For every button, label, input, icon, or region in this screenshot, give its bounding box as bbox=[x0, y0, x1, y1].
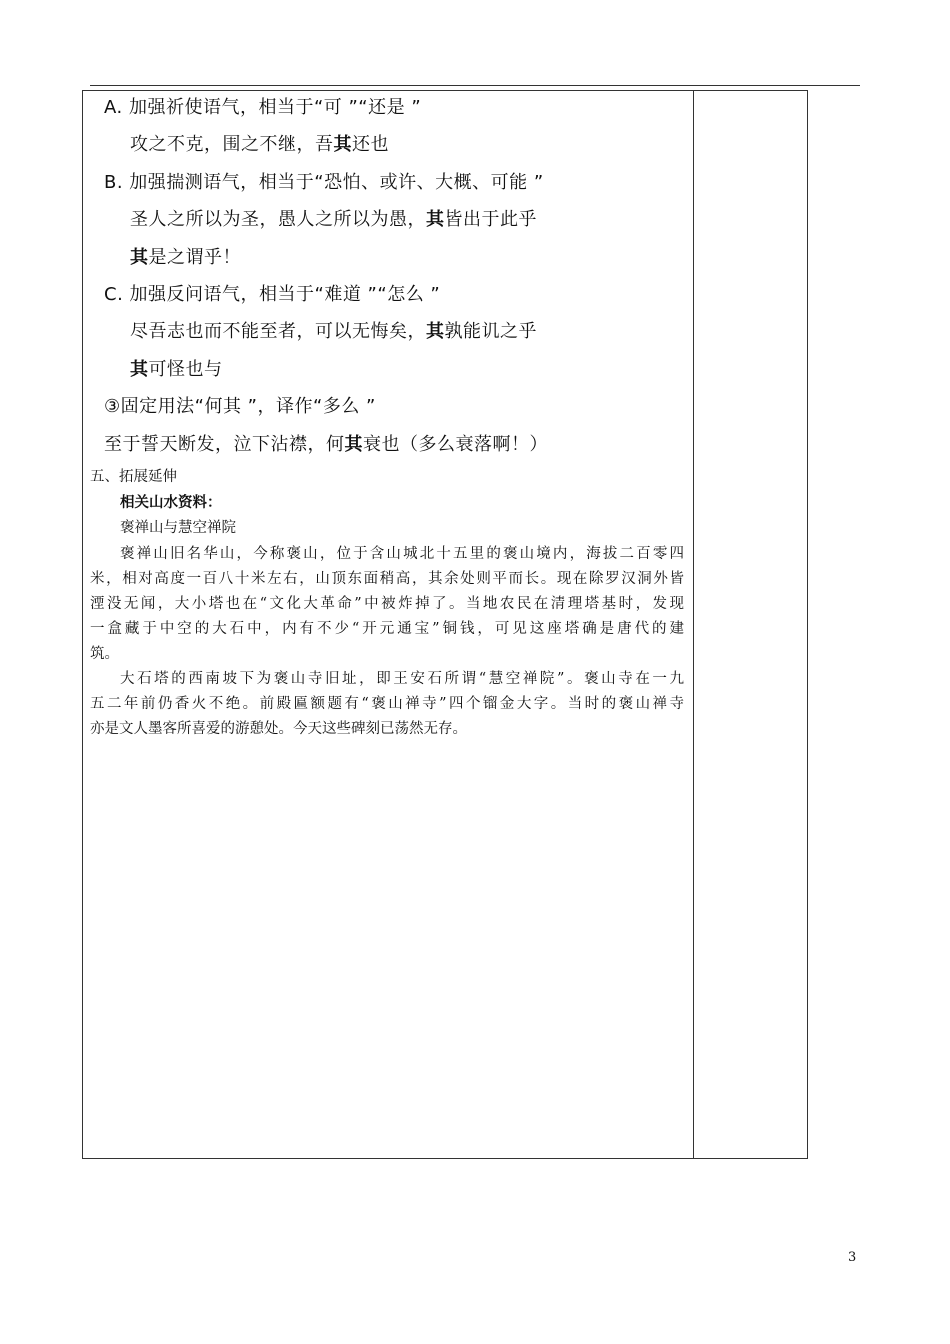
example-text: 孰能讥之乎 bbox=[444, 321, 537, 342]
example-text: 尽吾志也而不能至者，可以无悔矣， bbox=[130, 321, 426, 342]
highlighted-word: 其 bbox=[426, 209, 445, 230]
header-rule bbox=[90, 85, 860, 86]
example-text: 圣人之所以为圣，愚人之所以为愚， bbox=[130, 209, 426, 230]
example-text: 至于誓天断发，泣下沾襟，何 bbox=[104, 434, 345, 455]
paragraph-1-line: 湮没无闻，大小塔也在“文化大革命”中被炸掉了。当地农民在清理塔基时，发现 bbox=[90, 596, 684, 612]
highlighted-word: 其 bbox=[130, 359, 149, 380]
usage-b-example-2 bbox=[130, 247, 241, 269]
usage-b-example-1 bbox=[130, 209, 537, 231]
usage-b-label: B. 加强揣测语气，相当于“恐怕、或许、大概、可能 ” bbox=[104, 172, 544, 193]
fixed-usage-example bbox=[104, 434, 548, 456]
materials-label: 相关山水资料： bbox=[120, 494, 222, 511]
paragraph-1-line: 褒禅山旧名华山，今称褒山，位于含山城北十五里的褒山境内，海拔二百零四 bbox=[120, 546, 684, 562]
example-text: 衰也（多么衰落啊！） bbox=[363, 434, 548, 455]
example-text: 攻之不克，围之不继，吾 bbox=[130, 134, 334, 155]
paragraph-2-line: 大石塔的西南坡下为褒山寺旧址，即王安石所谓“慧空禅院”。褒山寺在一九 bbox=[120, 671, 684, 687]
example-text: 是之谓乎！ bbox=[148, 247, 241, 268]
usage-c-example-2 bbox=[130, 359, 223, 381]
highlighted-word: 其 bbox=[333, 134, 352, 155]
paragraph-2-line: 五二年前仍香火不绝。前殿匾额题有“褒山禅寺”四个镏金大字。当时的褒山禅寺 bbox=[90, 696, 684, 712]
side-column-divider bbox=[693, 90, 694, 1159]
example-text: 还也 bbox=[352, 134, 389, 155]
usage-a-label: A. 加强祈使语气，相当于“可 ”“还是 ” bbox=[104, 97, 422, 118]
highlighted-word: 其 bbox=[130, 247, 149, 268]
example-text: 皆出于此乎 bbox=[444, 209, 537, 230]
paragraph-1-line: 米，相对高度一百八十米左右，山顶东面稍高，其余处则平而长。现在除罗汉洞外皆 bbox=[90, 571, 684, 587]
paragraph-1-line: 筑。 bbox=[90, 646, 119, 662]
highlighted-word: 其 bbox=[344, 434, 363, 455]
section-title: 五、拓展延伸 bbox=[90, 469, 177, 485]
fixed-usage-label: ③固定用法“何其 ”，译作“多么 ” bbox=[104, 396, 376, 417]
usage-c-label: C. 加强反问语气，相当于“难道 ”“怎么 ” bbox=[104, 284, 441, 305]
highlighted-word: 其 bbox=[426, 321, 445, 342]
usage-c-example-1 bbox=[130, 321, 537, 343]
article-subtitle: 褒禅山与慧空禅院 bbox=[120, 520, 236, 536]
paragraph-1-line: 一盒藏于中空的大石中，内有不少“开元通宝”铜钱，可见这座塔确是唐代的建 bbox=[90, 621, 684, 637]
page-number: 3 bbox=[848, 1250, 857, 1265]
paragraph-2-line: 亦是文人墨客所喜爱的游憩处。今天这些碑刻已荡然无存。 bbox=[90, 721, 467, 737]
usage-a-example bbox=[130, 134, 389, 156]
example-text: 可怪也与 bbox=[148, 359, 223, 380]
